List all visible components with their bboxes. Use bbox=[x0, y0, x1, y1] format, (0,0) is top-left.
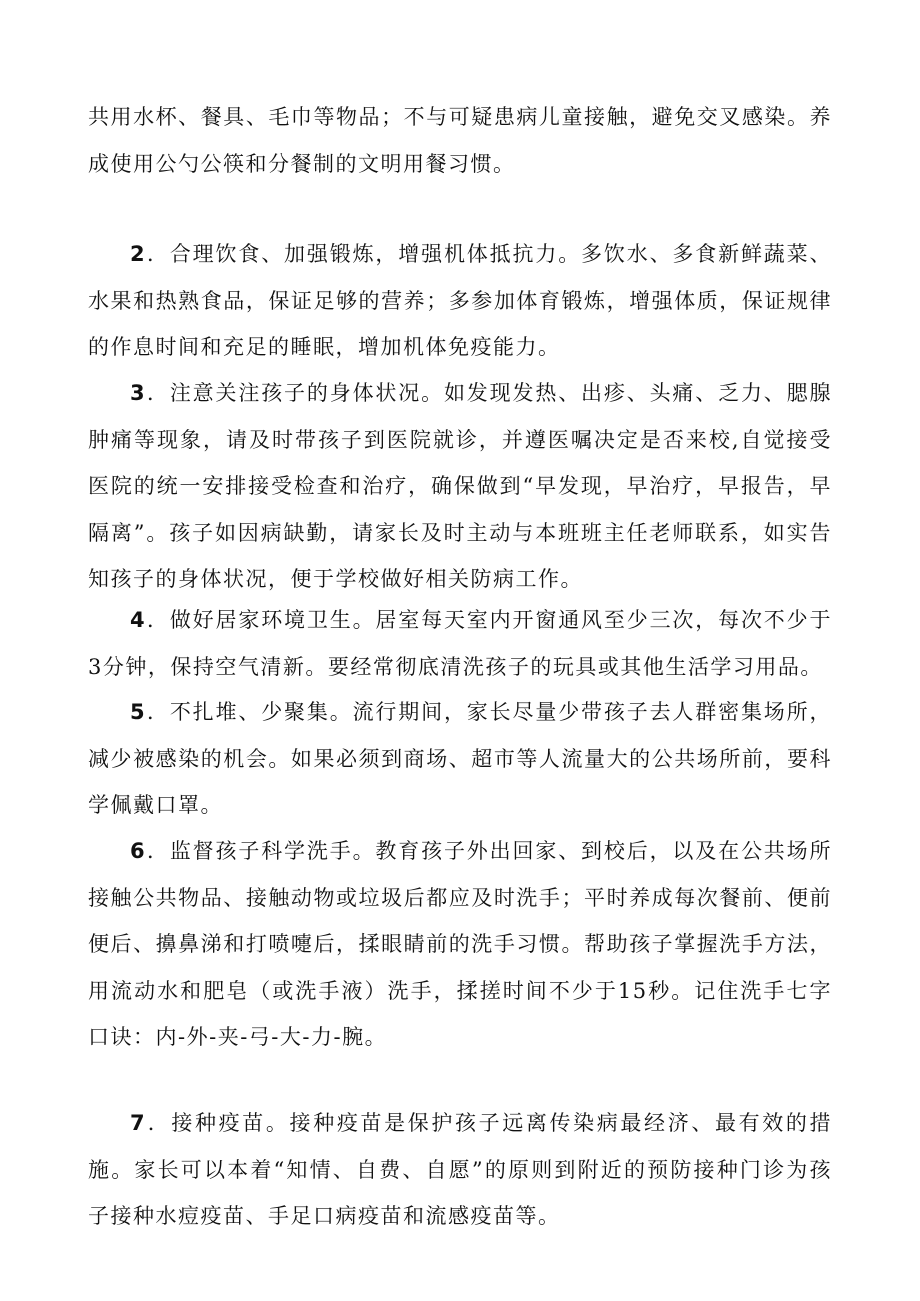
item-number: 7 bbox=[130, 1111, 145, 1135]
item-number: 2 bbox=[130, 242, 145, 266]
paragraph-text: ．接种疫苗。接种疫苗是保护孩子远离传染病最经济、最有效的措施。家长可以本着“知情、自费、自愿”的原则到附近的预防接种门诊为孩子接种水痘疫苗、手足口病疫苗和流感疫苗等。 bbox=[88, 1111, 832, 1228]
paragraph-item-6 bbox=[88, 828, 832, 1061]
paragraph-item-3 bbox=[88, 370, 832, 603]
paragraph-item-4 bbox=[88, 597, 832, 690]
paragraph-text: 共用水杯、餐具、毛巾等物品；不与可疑患病儿童接触，避免交叉感染。养成使用公勺公筷和分餐制的文明用餐习惯。 bbox=[88, 105, 832, 176]
paragraph-text: ．做好居家环境卫生。居室每天室内开窗通风至少三次，每次不少于3分钟，保持空气清新。要经常彻底清洗孩子的玩具或其他生活学习用品。 bbox=[88, 608, 832, 679]
paragraph-text: ．不扎堆、少聚集。流行期间，家长尽量少带孩子去人群密集场所，减少被感染的机会。如果必须到商场、超市等人流量大的公共场所前，要科学佩戴口罩。 bbox=[88, 700, 832, 817]
item-number: 5 bbox=[130, 700, 145, 724]
item-number: 3 bbox=[130, 381, 145, 405]
paragraph-text: ．监督孩子科学洗手。教育孩子外出回家、到校后，以及在公共场所接触公共物品、接触动物或垃圾后都应及时洗手；平时养成每次餐前、便前便后、擤鼻涕和打喷嚏后，揉眼睛前的洗手习惯。帮助孩子掌握洗手方法，用流动水和肥皂（或洗手液）洗手，揉搓时间不少于15秒。记住洗手七字口诀：内-外-夹-弓-大-力-腕。 bbox=[88, 839, 832, 1049]
paragraph-text: ．注意关注孩子的身体状况。如发现发热、出疹、头痛、乏力、腮腺肿痛等现象，请及时带孩子到医院就诊，并遵医嘱决定是否来校,自觉接受医院的统一安排接受检查和治疗，确保做到“早发现，早治疗，早报告，早隔离”。孩子如因病缺勤，请家长及时主动与本班班主任老师联系，如实告知孩子的身体状况，便于学校做好相关防病工作。 bbox=[88, 381, 832, 591]
item-number: 6 bbox=[130, 839, 145, 863]
item-number: 4 bbox=[130, 608, 145, 632]
paragraph-text: ．合理饮食、加强锻炼，增强机体抵抗力。多饮水、多食新鲜蔬菜、水果和热熟食品，保证足够的营养；多参加体育锻炼，增强体质，保证规律的作息时间和充足的睡眠，增加机体免疫能力。 bbox=[88, 242, 832, 359]
paragraph-item-2 bbox=[88, 231, 832, 371]
paragraph-item-5 bbox=[88, 689, 832, 829]
paragraph-continuation bbox=[88, 94, 832, 187]
paragraph-item-7 bbox=[88, 1100, 832, 1240]
